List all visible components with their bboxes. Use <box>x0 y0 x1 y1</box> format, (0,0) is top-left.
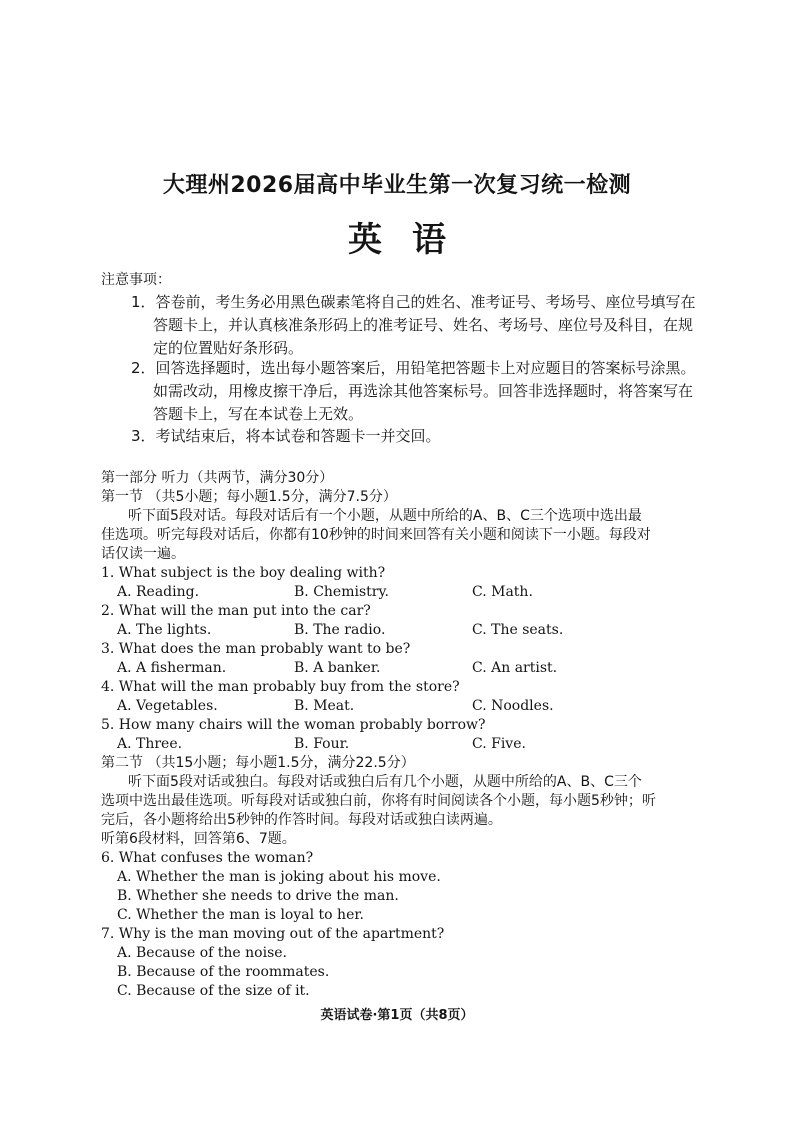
option-c: C. An artist. <box>472 660 558 676</box>
notice-line: 如需改动，用橡皮擦干净后，再选涂其他答案标号。回答非选择题时，将答案写在 <box>153 382 694 400</box>
section-heading: 第一节 （共5小题；每小题1.5分，满分7.5分） <box>101 489 397 505</box>
option-a: A. Whether the man is joking about his move. <box>117 869 441 885</box>
exam-title: 大理州2026届高中毕业生第一次复习统一检测 <box>162 173 632 198</box>
question: 2. What will the man put into the car? <box>101 603 371 619</box>
option-a: A. Three. <box>117 736 183 752</box>
part-heading: 第一部分 听力（共两节，满分30分） <box>101 470 334 486</box>
notice-line: 定的位置贴好条形码。 <box>153 339 304 357</box>
option-c: C. Five. <box>472 736 526 752</box>
section-heading: 第二节 （共15小题；每小题1.5分，满分22.5分） <box>101 755 415 771</box>
question: 4. What will the man probably buy from the store? <box>101 679 460 695</box>
option-b: B. Chemistry. <box>294 584 389 600</box>
option-b: B. The radio. <box>294 622 386 638</box>
option-c: C. Noodles. <box>472 698 554 714</box>
page-footer: 英语试卷·第1页（共8页） <box>320 1008 474 1023</box>
option-a: A. Because of the noise. <box>117 945 287 961</box>
option-a: A. Vegetables. <box>117 698 218 714</box>
instruction-line: 完后，各小题将给出5秒钟的作答时间。每段对话或独白读两遍。 <box>101 812 502 828</box>
option-c: C. Math. <box>472 584 533 600</box>
option-c: C. The seats. <box>472 622 564 638</box>
subject-title: 英语 <box>348 220 476 260</box>
instruction-line: 话仅读一遍。 <box>101 546 185 562</box>
notice-line: 答题卡上，并认真核准条形码上的准考证号、姓名、考场号、座位号及科目，在规 <box>153 316 694 334</box>
option-a: A. A fisherman. <box>117 660 227 676</box>
instruction-line: 佳选项。听完每段对话后，你都有10秒钟的时间来回答有关小题和阅读下一小题。每段对 <box>101 527 651 543</box>
question: 5. How many chairs will the woman probably borrow? <box>101 717 486 733</box>
notice-heading: 注意事项： <box>101 272 171 288</box>
question: 3. What does the man probably want to be? <box>101 641 411 657</box>
option-b: B. A banker. <box>294 660 381 676</box>
question: 1. What subject is the boy dealing with? <box>101 565 386 581</box>
option-b: B. Because of the roommates. <box>117 964 330 980</box>
notice-line: 答题卡上，写在本试卷上无效。 <box>153 405 364 423</box>
notice-line: 2．回答选择题时，选出每小题答案后，用铅笔把答题卡上对应题目的答案标号涂黑。 <box>131 359 696 377</box>
option-b: B. Whether she needs to drive the man. <box>117 888 399 904</box>
option-c: C. Whether the man is loyal to her. <box>117 907 364 923</box>
option-b: B. Four. <box>294 736 350 752</box>
instruction-line: 听下面5段对话。每段对话后有一个小题，从题中所给的A、B、C三个选项中选出最 <box>128 508 642 524</box>
instruction-line: 选项中选出最佳选项。听每段对话或独白前，你将有时间阅读各个小题，每小题5秒钟；听 <box>101 793 656 809</box>
instruction-line: 听下面5段对话或独白。每段对话或独白后有几个小题，从题中所给的A、B、C三个 <box>128 774 642 790</box>
option-a: A. Reading. <box>117 584 200 600</box>
option-a: A. The lights. <box>117 622 212 638</box>
question: 6. What confuses the woman? <box>101 850 314 866</box>
notice-line: 3．考试结束后，将本试卷和答题卡一并交回。 <box>131 427 441 445</box>
material-heading: 听第6段材料，回答第6、7题。 <box>101 831 296 847</box>
option-c: C. Because of the size of it. <box>117 983 310 999</box>
option-b: B. Meat. <box>294 698 355 714</box>
notice-line: 1．答卷前，考生务必用黑色碳素笔将自己的姓名、准考证号、考场号、座位号填写在 <box>131 293 696 311</box>
question: 7. Why is the man moving out of the apartment? <box>101 926 445 942</box>
